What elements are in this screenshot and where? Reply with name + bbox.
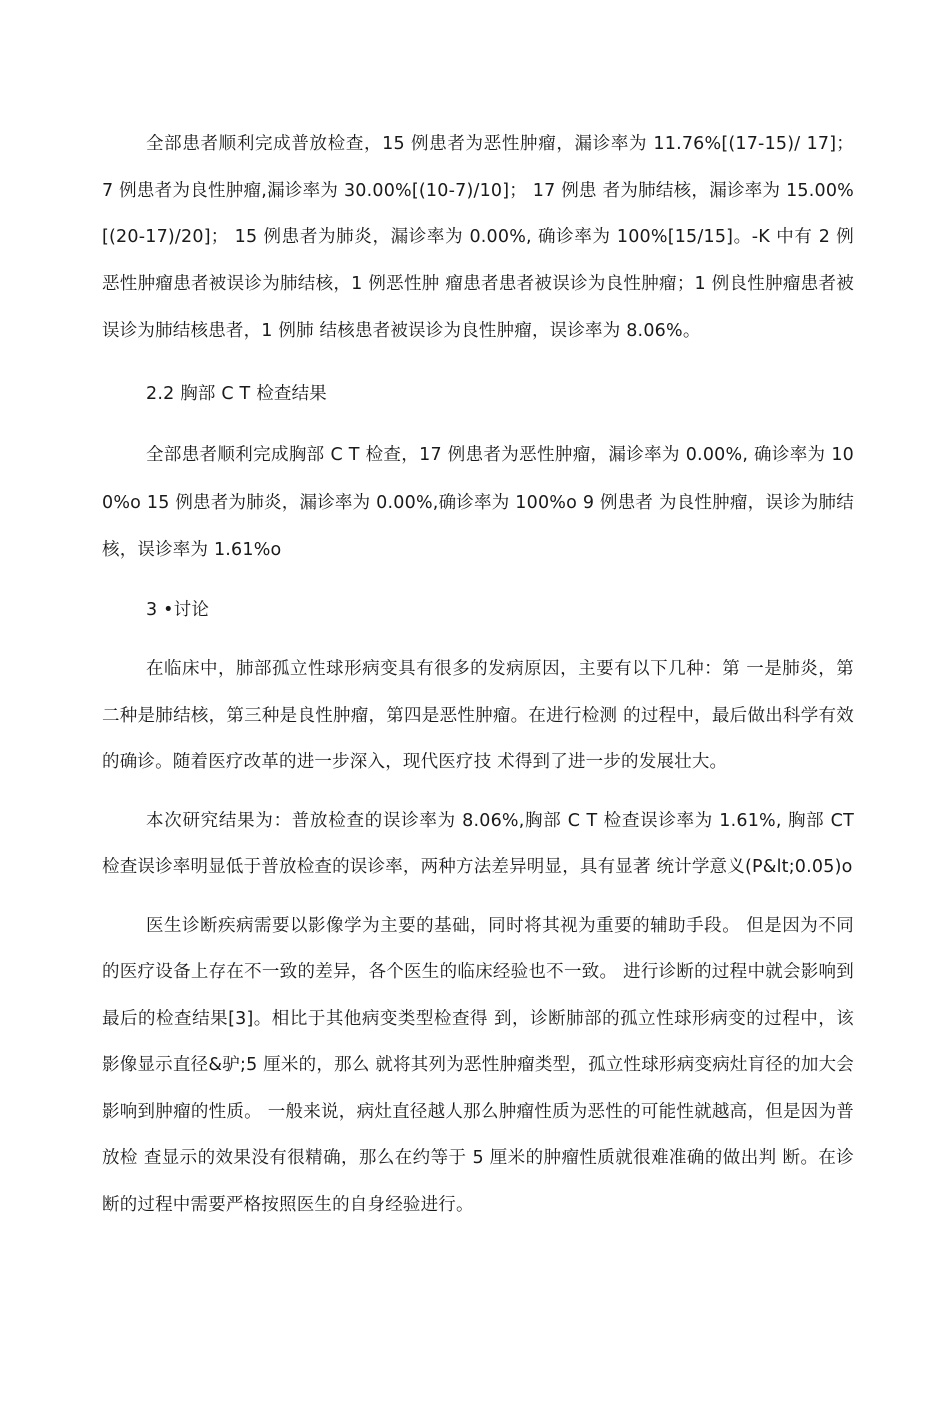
paragraph-clinical-causes: 在临床中，肺部孤立性球形病变具有很多的发病原因，主要有以下几种：第 一是肺炎，第二种是肺结核，第三种是良性肿瘤，第四是恶性肿瘤。在进行检测 的过程中，最后做出科学有效的确诊。随着医疗改革的进一步深入，现代医疗技 术得到了进一步的发展壮大。	[102, 659, 854, 773]
paragraph-diagnosis-discussion: 医生诊断疾病需要以影像学为主要的基础，同时将其视为重要的辅助手段。 但是因为不同的医疗设备上存在不一致的差异，各个医生的临床经验也不一致。 进行诊断的过程中就会影响到最后的检查结果[3]。相比于其他病变类型检查得 到，诊断肺部的孤立性球形病变的过程中，该影像显示直径&驴;5 厘米的，那么 就将其列为恶性肿瘤类型，孤立性球形病变病灶肓径的加大会影响到肿瘤的性质。 一般来说，病灶直径越人那么肿瘤性质为恶性的可能性就越高，但是因为普放检 查显示的效果没有很精确，那么在约等于 5 厘米的肿瘤性质就很难准确的做出判 断。在诊断的过程中需要严格按照医生的自身经验进行。	[102, 915, 854, 1215]
paragraph-study-results: 本次研究结果为：普放检查的误诊率为 8.06%,胸部 C T 检查误诊率为 1.61%, 胸部 CT 检查误诊率明显低于普放检查的误诊率，两种方法差异明显，具有显著 统计学意义(P&lt;0.05)o	[102, 810, 854, 878]
document-page	[102, 121, 854, 1228]
section-heading-2-2: 2.2 胸部 C T 检查结果	[146, 383, 327, 404]
paragraph-xray-results: 全部患者顺利完成普放检查，15 例患者为恶性肿瘤，漏诊率为 11.76%[(17-15)/ 17]； 7 例患者为良性肿瘤,漏诊率为 30.00%[(10-7)/10]； 17 例患 者为肺结核，漏诊率为 15.00%[(20-17)/20]； 15 例患者为肺炎，漏诊率为 0.00%, 确诊率为 100%[15/15]。-K 中有 2 例恶性肿瘤患者被误诊为肺结核，1 例恶性肿 瘤患者患者被误诊为良性肿瘤；1 例良性肿瘤患者被误诊为肺结核患者，1 例肺 结核患者被误诊为良性肿瘤，误诊率为 8.06%。	[102, 134, 854, 341]
section-heading-3: 3 •讨论	[146, 599, 210, 620]
paragraph-ct-results: 全部患者顺利完成胸部 C T 检查，17 例患者为恶性肿瘤，漏诊率为 0.00%, 确诊率为 100%o 15 例患者为肺炎，漏诊率为 0.00%,确诊率为 100%o 9 例患者 为良性肿瘤，误诊为肺结核，误诊率为 1.61%o	[102, 445, 854, 561]
